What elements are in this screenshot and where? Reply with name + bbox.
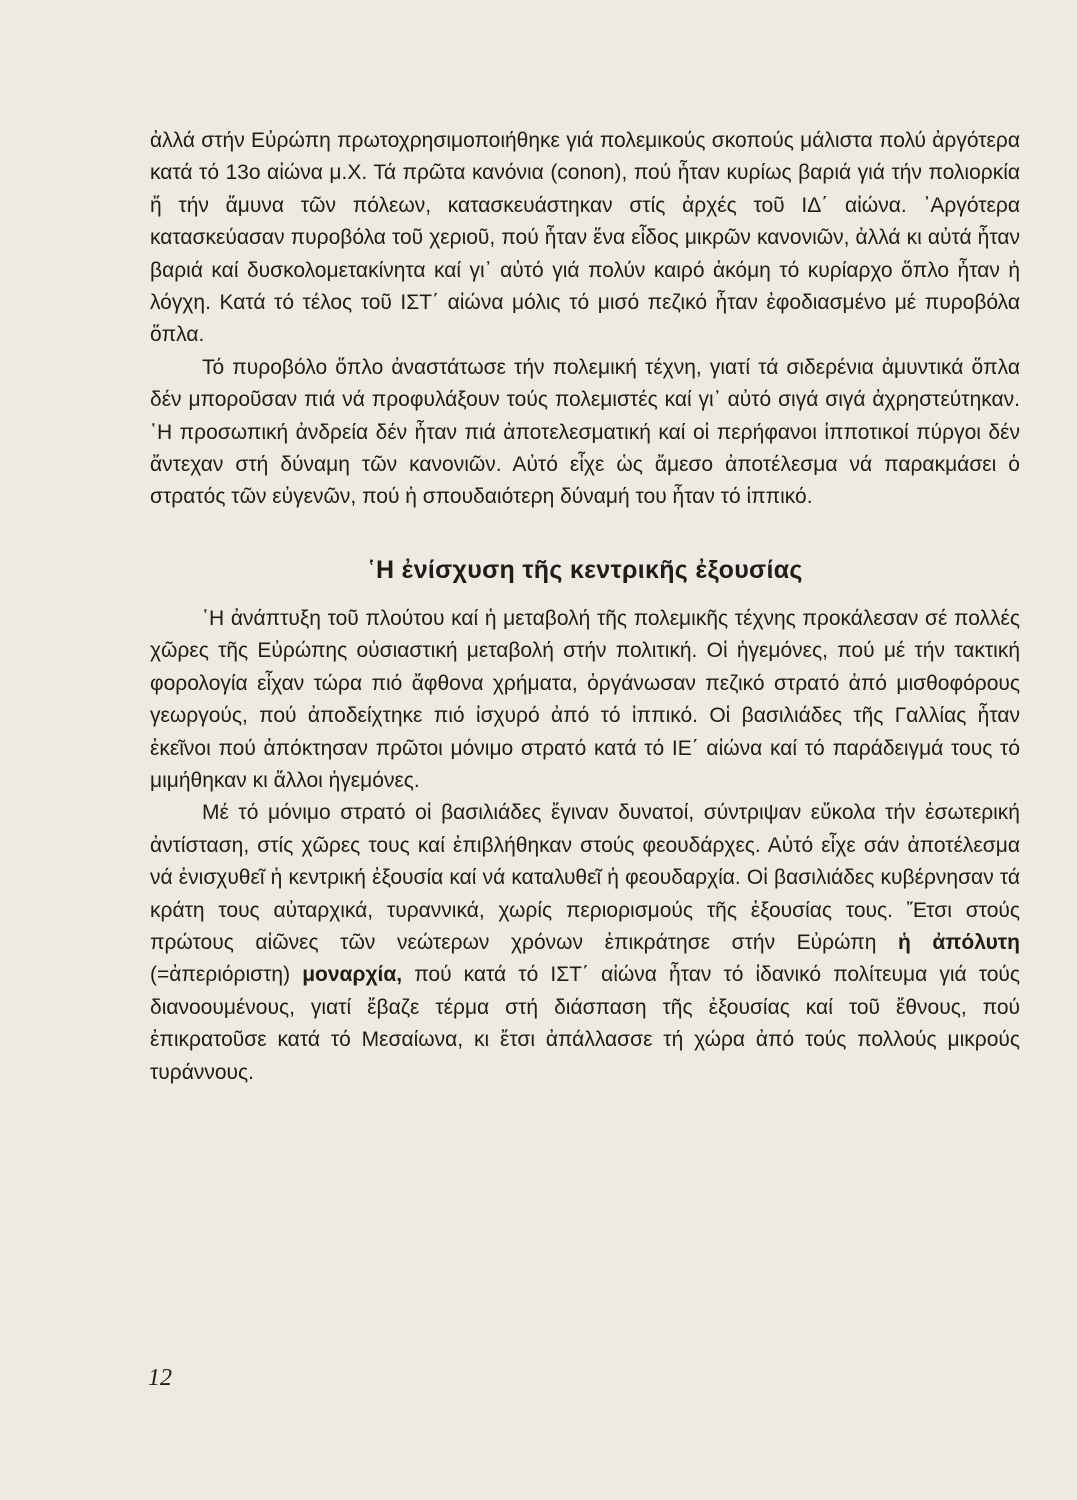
- paragraph-4-text-a: Μέ τό μόνιμο στρατό οἱ βασιλιάδες ἔγιναν δυνατοί, σύντριψαν εὔκολα τήν ἐσωτερική ἀντίσταση, στίς χῶρες τους καί ἐπιβλήθηκαν στούς φεουδάρχες. Αὐτό εἶχε σάν ἀποτέλεσμα νά ἐνισχυθεῖ ἡ κεντρική ἐξουσία καί νά καταλυθεῖ ἡ φεουδαρχία. Οἱ βασιλιάδες κυβέρνησαν τά κράτη τους αὐταρχικά, τυραννικά, χωρίς περιορισμούς τῆς ἐξουσίας τους. Ἔτσι στούς πρώτους αἰῶνες τῶν νεώτερων χρόνων ἐπικράτησε στήν Εὐρώπη: [150, 801, 1020, 954]
- emphasis-monarchy: μοναρχία,: [302, 963, 403, 987]
- paragraph-4-text-c: πού κατά τό ΙΣΤ΄ αἰώνα ἦταν τό ἰδανικό πολίτευμα γιά τούς διανοουμένους, γιατί ἔβαζε τέρμα στή διάσπαση τῆς ἐξουσίας καί τοῦ ἔθνους, πού ἐπικρατοῦσε κατά τό Μεσαίωνα, κι ἔτσι ἀπάλλασσε τή χώρα ἀπό τούς πολλούς μικρούς τυράννους.: [150, 963, 1020, 1084]
- paragraph-1: ἀλλά στήν Εὐρώπη πρωτοχρησιμοποιήθηκε γιά πολεμικούς σκοπούς μάλιστα πολύ ἀργότερα κατά τό 13ο αἰώνα μ.Χ. Τά πρῶτα κανόνια (conon), πού ἦταν κυρίως βαριά γιά τήν πολιορκία ἤ τήν ἄμυνα τῶν πόλεων, κατασκευάστηκαν στίς ἀρχές τοῦ ΙΔ΄ αἰώνα. ᾿Αργότερα κατασκεύασαν πυροβόλα τοῦ χεριοῦ, πού ἦταν ἕνα εἶδος μικρῶν κανονιῶν, ἀλλά κι αὐτά ἦταν βαριά καί δυσκολομετακίνητα καί γι᾿ αὐτό γιά πολύν καιρό ἀκόμη τό κυρίαρχο ὅπλο ἦταν ἡ λόγχη. Κατά τό τέλος τοῦ ΙΣΤ΄ αἰώνα μόλις τό μισό πεζικό ἦταν ἐφοδιασμένο μέ πυροβόλα ὅπλα.: [150, 129, 1020, 347]
- emphasis-absolute: ἡ ἀπόλυτη: [897, 930, 1020, 954]
- paragraph-4-text-b: (=ἀπεριόριστη): [150, 963, 303, 987]
- page-number: 12: [148, 1365, 172, 1391]
- paragraph-4: [150, 797, 1020, 1089]
- page-body: [150, 125, 1020, 1089]
- paragraph-2: Τό πυροβόλο ὅπλο ἀναστάτωσε τήν πολεμική τέχνη, γιατί τά σιδερένια ἀμυντικά ὅπλα δέν μποροῦσαν πιά νά προφυλάξουν τούς πολεμιστές καί γι᾿ αὐτό σιγά σιγά ἀχρηστεύτηκαν. ῾Η προσωπική ἀνδρεία δέν ἦταν πιά ἀποτελεσματική καί οἱ περήφανοι ἱπποτικοί πύργοι δέν ἄντεχαν στή δύναμη τῶν κανονιῶν. Αὐτό εἶχε ὡς ἄμεσο ἀποτέλεσμα νά παρακμάσει ὁ στρατός τῶν εὐγενῶν, πού ἡ σπουδαιότερη δύναμή του ἦταν τό ἱππικό.: [150, 355, 1020, 509]
- paragraph-3: ῾Η ἀνάπτυξη τοῦ πλούτου καί ἡ μεταβολή τῆς πολεμικῆς τέχνης προκάλεσαν σέ πολλές χῶρες τῆς Εὐρώπης οὐσιαστική μεταβολή στήν πολιτική. Οἱ ἡγεμόνες, πού μέ τήν τακτική φορολογία εἶχαν τώρα πιό ἄφθονα χρήματα, ὀργάνωσαν πεζικό στρατό ἀπό μισθοφόρους γεωργούς, πού ἀποδείχτηκε πιό ἰσχυρό ἀπό τό ἱππικό. Οἱ βασιλιάδες τῆς Γαλλίας ἦταν ἐκεῖνοι πού ἀπόκτησαν πρῶτοι μόνιμο στρατό κατά τό ΙΕ΄ αἰώνα καί τό παράδειγμά τους τό μιμήθηκαν κι ἄλλοι ἡγεμόνες.: [150, 606, 1020, 792]
- section-heading: ῾Η ἐνίσχυση τῆς κεντρικῆς ἐξουσίας: [367, 555, 803, 584]
